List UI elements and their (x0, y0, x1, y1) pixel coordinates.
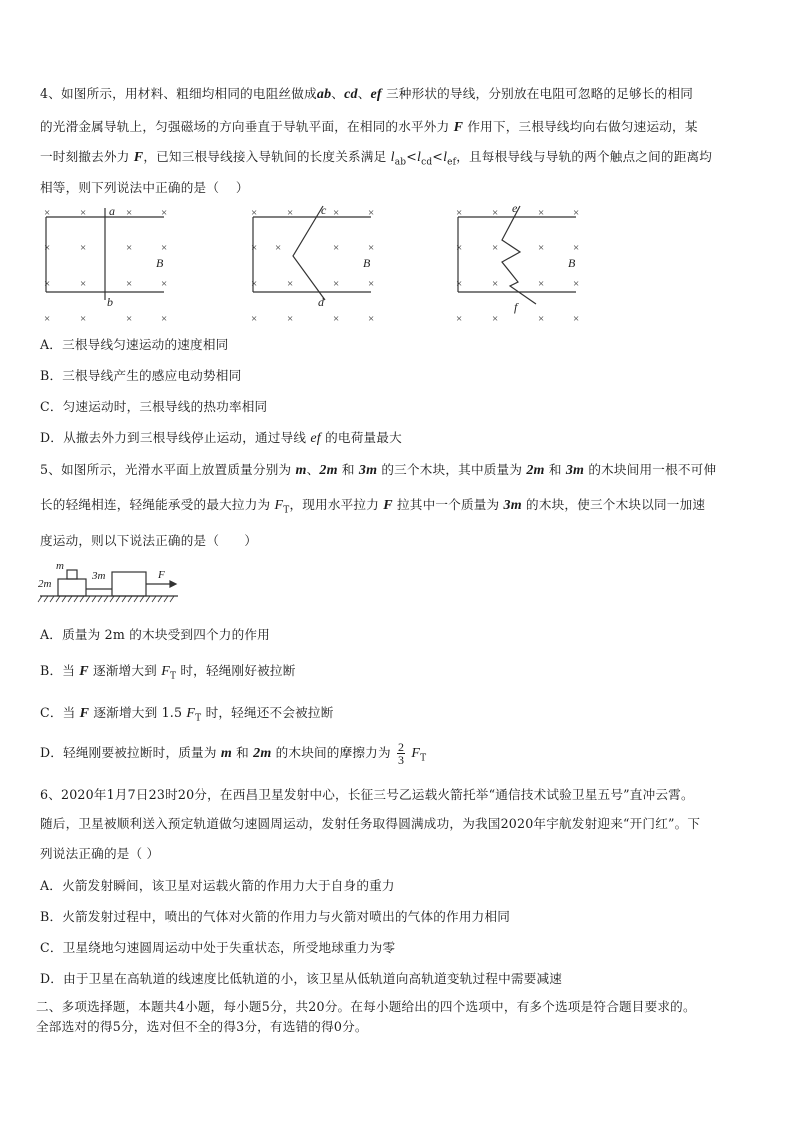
svg-text:×: × (161, 278, 168, 290)
svg-text:×: × (538, 313, 545, 325)
svg-text:×: × (492, 207, 499, 219)
q4-figure-ef (450, 200, 600, 325)
svg-text:×: × (573, 207, 580, 219)
svg-text:×: × (333, 242, 340, 254)
label-c: c (321, 203, 327, 217)
svg-text:×: × (492, 242, 499, 254)
label-d: d (318, 295, 324, 309)
svg-text:×: × (44, 313, 51, 325)
q4-option-a: A．三根导线匀速运动的速度相同 (40, 337, 229, 352)
svg-text:×: × (80, 278, 87, 290)
label-e: e (512, 201, 518, 215)
svg-text:×: × (333, 207, 340, 219)
q4-figure-cd (245, 200, 395, 325)
svg-text:×: × (492, 278, 499, 290)
svg-text:×: × (126, 242, 133, 254)
label-B2: B (363, 256, 371, 270)
q6-option-a: A．火箭发射瞬间，该卫星对运载火箭的作用力大于自身的重力 (40, 878, 395, 893)
label-B1: B (156, 256, 164, 270)
label-2m: 2m (38, 578, 52, 590)
svg-text:×: × (80, 242, 87, 254)
label-a: a (109, 204, 115, 218)
label-3m: 3m (92, 570, 106, 582)
svg-text:×: × (251, 207, 258, 219)
q6-option-b: B．火箭发射过程中，喷出的气体对火箭的作用力与火箭对喷出的气体的作用力相同 (40, 909, 511, 924)
label-F: F (158, 569, 165, 581)
q4-stem-line-3: 一时刻撤去外力 F，已知三根导线接入导轨间的长度关系满足 $l_{ab}<l_{cd}<l_{ef}$，且每根导线与导轨的两个触点之间的距离均 (40, 149, 713, 168)
svg-text:×: × (573, 242, 580, 254)
svg-text:×: × (333, 278, 340, 290)
q4-option-d: D．从撤去外力到三根导线停止运动，通过导线 ef 的电荷量最大 (40, 430, 402, 446)
svg-text:×: × (80, 207, 87, 219)
svg-text:×: × (44, 207, 51, 219)
svg-text:×: × (251, 313, 258, 325)
section2-heading-line-1: 二、多项选择题，本题共4小题，每小题5分，共20分。在每小题给出的四个选项中，有多个选项是符合题目要求的。 (36, 999, 696, 1014)
svg-text:×: × (161, 313, 168, 325)
svg-text:×: × (275, 242, 282, 254)
q5-option-b: B．当 F 逐渐增大到 $F_T$ 时，轻绳刚好被拉断 (40, 663, 296, 682)
q4-stem-line-1: 4、如图所示，用材料、粗细均相同的电阻丝做成ab、cd、ef 三种形状的导线，分别放在电阻可忽略的足够长的相同 (40, 86, 694, 102)
svg-text:×: × (538, 242, 545, 254)
q4-stem-line-4: 相等，则下列说法中正确的是（ ） (40, 180, 249, 195)
q4-figure-ab (38, 200, 188, 325)
svg-text:×: × (251, 278, 258, 290)
q5-figure-blocks (36, 560, 186, 608)
svg-text:×: × (44, 278, 51, 290)
svg-text:×: × (573, 313, 580, 325)
q5-stem-line-2: 长的轻绳相连，轻绳能承受的最大拉力为 $F_T$，现用水平拉力 F 拉其中一个质量为 3m 的木块，使三个木块以同一加速 (40, 497, 706, 516)
svg-text:×: × (368, 207, 375, 219)
q5-option-a: A．质量为 2m 的木块受到四个力的作用 (40, 627, 270, 642)
q5-stem-line-3: 度运动，则以下说法正确的是（ ） (40, 533, 258, 548)
q5-stem-line-1: 5、如图所示，光滑水平面上放置质量分别为 m、2m 和 3m 的三个木块，其中质量为 2m 和 3m 的木块间用一根不可伸 (40, 462, 717, 478)
svg-text:×: × (456, 242, 463, 254)
label-m: m (56, 560, 64, 572)
svg-text:×: × (251, 242, 258, 254)
svg-text:×: × (456, 207, 463, 219)
q5-option-d: D．轻绳刚要被拉断时，质量为 m 和 2m 的木块间的摩擦力为 $\frac{2}{3}$ $F_T$ (40, 740, 427, 767)
q5-option-c: C．当 F 逐渐增大到 1.5 $F_T$ 时，轻绳还不会被拉断 (40, 705, 334, 724)
svg-text:×: × (573, 278, 580, 290)
svg-text:×: × (538, 207, 545, 219)
svg-text:×: × (126, 313, 133, 325)
label-B3: B (568, 256, 576, 270)
q6-option-c: C．卫星绕地匀速圆周运动中处于失重状态，所受地球重力为零 (40, 940, 396, 955)
q6-stem-line-1: 6、2020年1月7日23时20分，在西昌卫星发射中心，长征三号乙运载火箭托举“通信技术试验卫星五号”直冲云霄。 (40, 787, 694, 802)
svg-text:×: × (161, 242, 168, 254)
svg-text:×: × (456, 313, 463, 325)
svg-text:×: × (287, 313, 294, 325)
svg-text:×: × (368, 278, 375, 290)
q6-stem-line-3: 列说法正确的是（ ） (40, 846, 160, 861)
svg-text:×: × (287, 207, 294, 219)
q6-option-d: D．由于卫星在高轨道的线速度比低轨道的小，该卫星从低轨道向高轨道变轨过程中需要减速 (40, 971, 563, 986)
svg-text:×: × (492, 313, 499, 325)
svg-text:×: × (333, 313, 340, 325)
q4-option-b: B．三根导线产生的感应电动势相同 (40, 368, 242, 383)
svg-text:×: × (80, 313, 87, 325)
svg-text:×: × (126, 278, 133, 290)
q6-stem-line-2: 随后，卫星被顺利送入预定轨道做匀速圆周运动，发射任务取得圆满成功，为我国2020年宇航发射迎来“开门红”。下 (40, 816, 701, 831)
label-f: f (514, 300, 518, 314)
section2-heading-line-2: 全部选对的得5分，选对但不全的得3分，有选错的得0分。 (36, 1019, 368, 1034)
q4-stem-line-2: 的光滑金属导轨上，匀强磁场的方向垂直于导轨平面，在相同的水平外力 F 作用下，三根导线均向右做匀速运动，某 (40, 119, 698, 135)
svg-text:×: × (126, 207, 133, 219)
svg-text:×: × (456, 278, 463, 290)
svg-text:×: × (368, 313, 375, 325)
svg-text:×: × (44, 242, 51, 254)
svg-text:×: × (368, 242, 375, 254)
svg-text:×: × (161, 207, 168, 219)
label-b: b (107, 295, 113, 309)
svg-text:×: × (538, 278, 545, 290)
q4-option-c: C．匀速运动时，三根导线的热功率相同 (40, 399, 268, 414)
svg-text:×: × (287, 278, 294, 290)
